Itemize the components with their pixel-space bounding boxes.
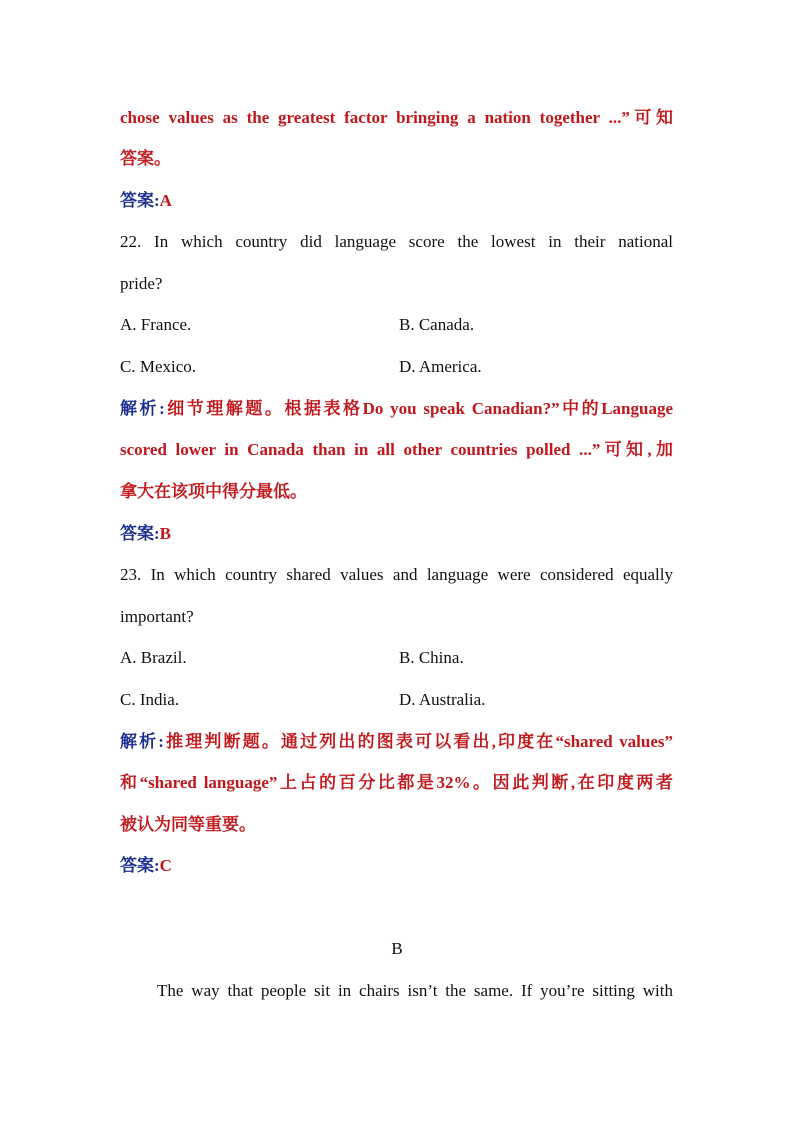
q23-analysis-line-1 (120, 731, 673, 753)
q21-analysis-line-1: chose values as the greatest factor bringing a nation together ...”可知 (120, 108, 673, 127)
q22-option-a: A. France. (120, 315, 192, 334)
q22-answer (120, 523, 673, 545)
q23-question-line-2: important? (120, 607, 194, 626)
answer-label: 答案: (120, 524, 160, 543)
q22-analysis-line-2: scored lower in Canada than in all other countries polled ...”可知,加 (120, 440, 673, 459)
q23-option-d: D. Australia. (399, 690, 486, 709)
answer-value: A (159, 191, 172, 210)
passage-line-1: The way that people sit in chairs isn’t the same. If you’re sitting with (157, 981, 673, 1000)
q22-option-d: D. America. (399, 357, 482, 376)
q23-question-line-1: 23. In which country shared values and language were considered equally (120, 565, 673, 584)
q23-analysis-line-3: 被认为同等重要。 (120, 815, 256, 834)
q23-option-c: C. India. (120, 690, 180, 709)
q23-option-a: A. Brazil. (120, 648, 187, 667)
analysis-label: 解析: (120, 399, 165, 418)
q22-option-c: C. Mexico. (120, 357, 197, 376)
answer-value: C (159, 856, 172, 875)
answer-label: 答案: (120, 191, 160, 210)
analysis-label: 解析: (120, 732, 164, 751)
q21-analysis-line-2: 答案。 (120, 149, 171, 168)
q22-question-line-1: 22. In which country did language score the lowest in their national (120, 232, 673, 251)
q22-option-b: B. Canada. (399, 315, 475, 334)
q23-option-b: B. China. (399, 648, 464, 667)
answer-label: 答案: (120, 856, 160, 875)
answer-value: B (159, 524, 172, 543)
q22-analysis-line-3: 拿大在该项中得分最低。 (120, 482, 307, 501)
q23-analysis-line-2: 和“shared language”上占的百分比都是32%。因此判断,在印度两者 (120, 773, 673, 792)
q22-question-line-2: pride? (120, 274, 163, 293)
q21-answer (120, 190, 673, 212)
q23-answer (120, 855, 673, 877)
analysis-text: 推理判断题。通过列出的图表可以看出,印度在“shared values” (163, 732, 673, 751)
q22-analysis-line-1 (120, 398, 673, 420)
section-heading: B (391, 939, 403, 958)
analysis-text: 细节理解题。根据表格Do you speak Canadian?”中的Language (164, 399, 673, 418)
